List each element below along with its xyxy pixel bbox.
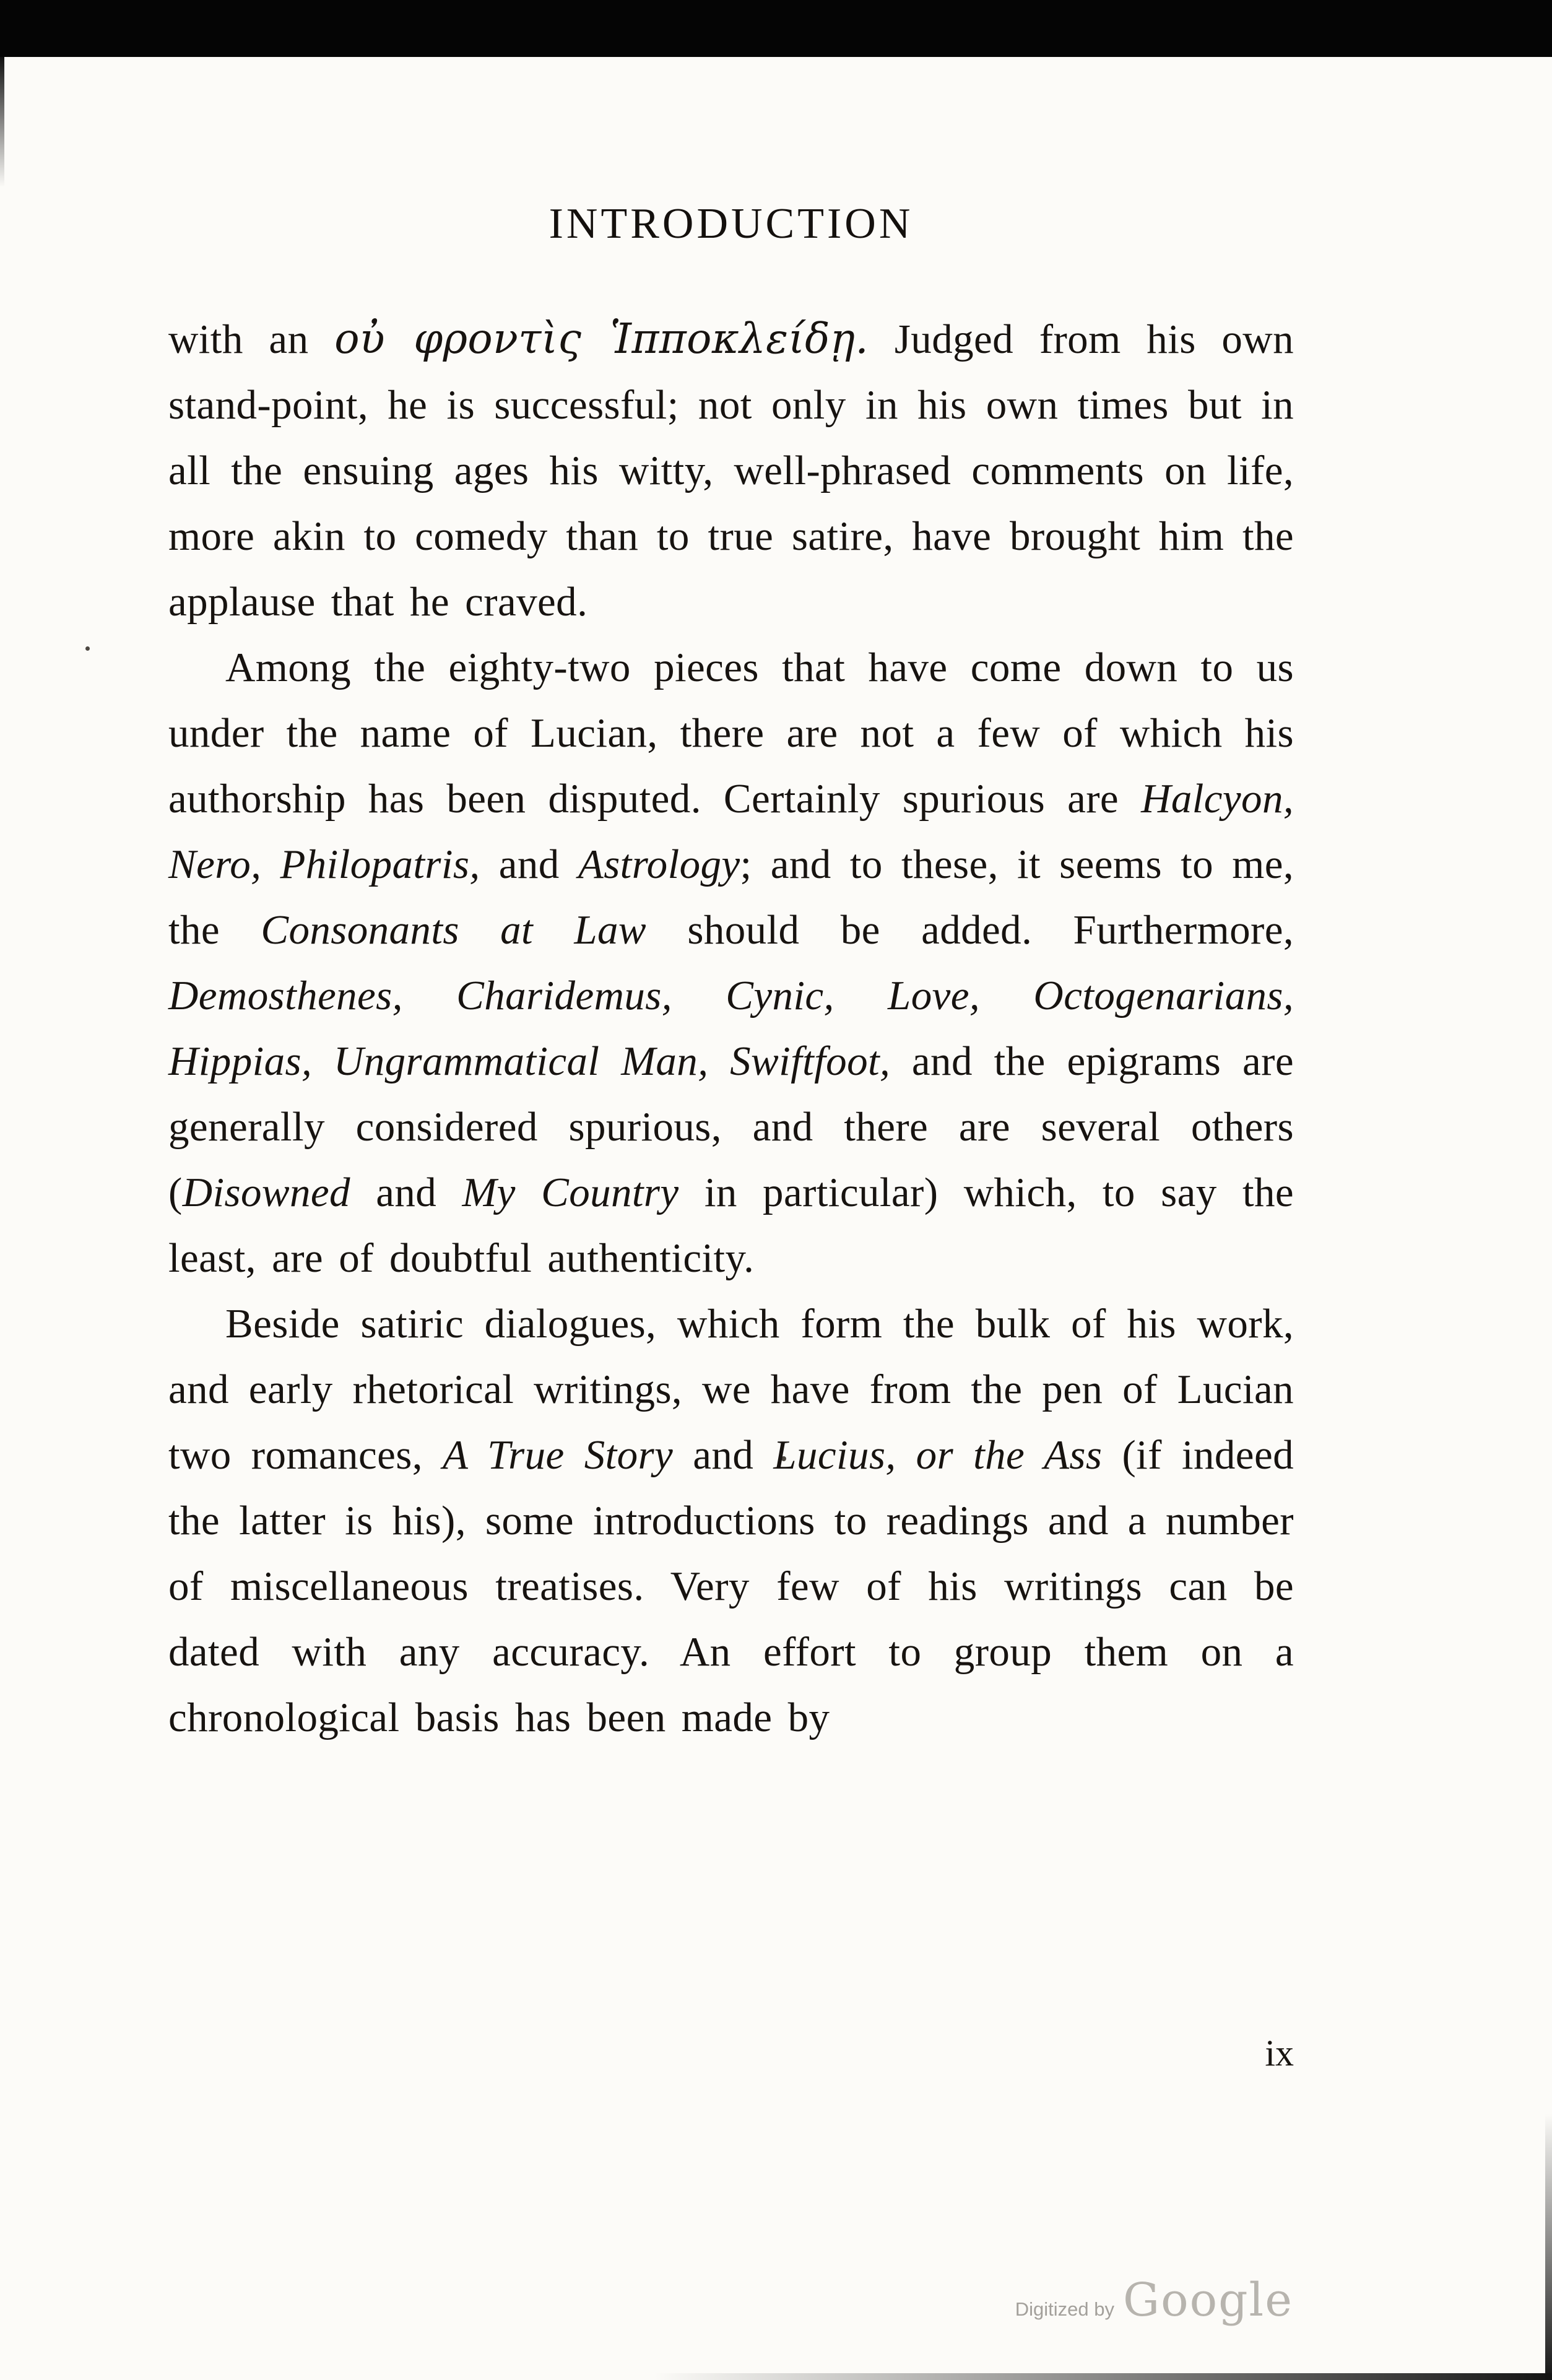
text-run: and the epigrams are generally considered spurious, and there are several others (: [168, 1038, 1294, 1215]
page-number: ix: [1265, 2033, 1294, 2074]
text-run: and: [673, 1432, 774, 1478]
scan-right-edge: [1545, 2114, 1552, 2380]
google-logo: Google: [1122, 2274, 1293, 2327]
paragraph: [168, 306, 1294, 635]
text-run: Judged from his own stand-point, he is successful; not only in his own times but in all the ensuing ages his witty, well-phrased comments on life, more akin to comedy than to true satire, have brought him the applause that he craved.: [168, 316, 1294, 625]
greek-text-run: οὐ φροντὶς Ἱπποκλείδῃ.: [334, 315, 869, 363]
page-title: INTRODUCTION: [548, 200, 914, 248]
paragraph: [168, 1291, 1294, 1750]
italic-text-run: Disowned: [182, 1170, 350, 1215]
text-run: and: [350, 1170, 462, 1215]
digitization-footer: [1015, 2274, 1293, 2327]
italic-text-run: A True Story: [442, 1432, 674, 1478]
text-run: ; and to these, it seems to me, the: [168, 841, 1294, 953]
scan-top-edge: [0, 0, 1552, 57]
italic-text-run: Astrology: [578, 841, 740, 887]
text-run: with an: [168, 316, 335, 362]
digitized-by-label: Digitized by: [1015, 2298, 1114, 2320]
text-run: in particular) which, to say the least, are of doubtful authenticity.: [168, 1170, 1294, 1281]
body-text: [168, 306, 1294, 1750]
italic-text-run: Lucius, or the Ass: [773, 1432, 1103, 1478]
paragraph: [168, 635, 1294, 1291]
text-run: Beside satiric dialogues, which form the bulk of his work, and early rhetorical writings, we have from the pen of Lucian two romances,: [168, 1301, 1294, 1478]
italic-text-run: Halcyon, Nero, Philopatris,: [168, 776, 1294, 887]
text-run: (if indeed the latter is his), some introductions to readings and a number of miscellaneous treatises. Very few of his writings can be dated with any accuracy. An effort to group them on a chronological basis has been made by: [168, 1432, 1294, 1740]
page-content: [168, 193, 1294, 1750]
scan-bottom-edge: [654, 2373, 1552, 2380]
italic-text-run: My Country: [462, 1170, 679, 1215]
text-run: should be added. Furthermore,: [646, 907, 1294, 953]
italic-text-run: Demosthenes, Charidemus, Cynic, Love, Octogenarians, Hippias, Ungrammatical Man, Swiftfoot,: [168, 973, 1294, 1084]
scan-left-edge: [0, 57, 4, 187]
text-run: Among the eighty-two pieces that have come down to us under the name of Lucian, there are not a few of which his authorship has been disputed. Certainly spurious are: [168, 645, 1294, 822]
text-run: and: [480, 841, 578, 887]
italic-text-run: Consonants at Law: [261, 907, 647, 953]
scan-speck: [85, 646, 90, 651]
